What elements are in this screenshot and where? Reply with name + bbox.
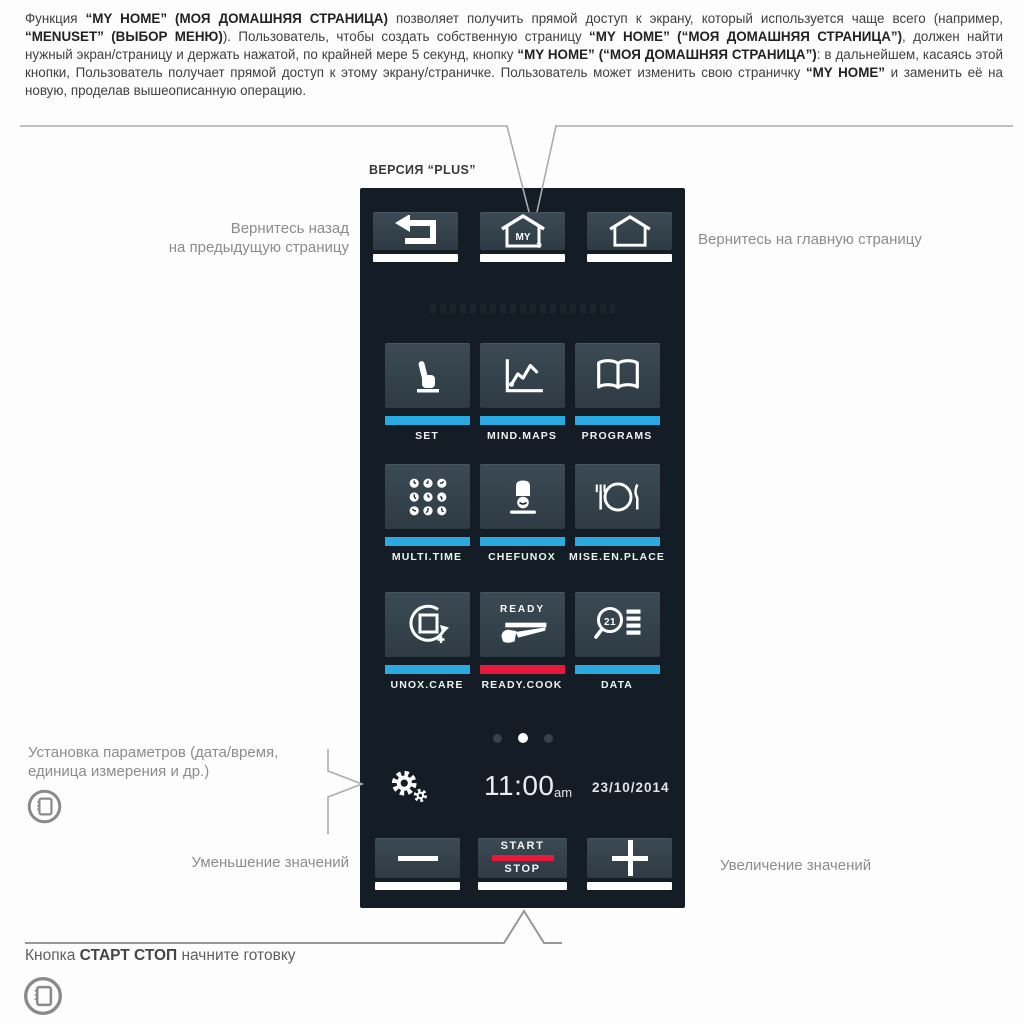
version-label: ВЕРСИЯ “PLUS” xyxy=(369,163,476,177)
unox-care-rotate-icon xyxy=(405,602,451,648)
data-magnifier-list-icon xyxy=(593,605,643,645)
settings-button[interactable] xyxy=(388,768,430,804)
start-stop-content xyxy=(492,841,554,875)
svg-text:21: 21 xyxy=(603,616,616,628)
tile-programs-label: PROGRAMS xyxy=(581,430,653,442)
tile-ready-cook-label: READY.COOK xyxy=(481,679,563,691)
home-button[interactable] xyxy=(587,212,672,250)
ready-cook-ready-text: READY xyxy=(499,603,545,615)
callout-home: Вернитесь на главную страницу xyxy=(698,231,922,248)
tile-multi-time-label: MULTI.TIME xyxy=(391,551,463,563)
svg-text:MY: MY xyxy=(515,232,530,243)
tile-multi-time-bar xyxy=(385,537,470,546)
mind-maps-chart-icon xyxy=(500,356,546,396)
start-label: START xyxy=(500,840,545,852)
tile-unox-care-bar xyxy=(385,665,470,674)
tile-programs-bar xyxy=(575,416,660,425)
plus-button[interactable] xyxy=(587,838,672,878)
back-button[interactable] xyxy=(373,212,458,250)
tile-set-label: SET xyxy=(415,430,439,442)
tile-chefunox-label: CHEFUNOX xyxy=(488,551,556,563)
multi-time-clocks-icon xyxy=(405,474,451,520)
tile-mise-en-place-label: MISE.EN.PLACE xyxy=(569,551,665,563)
intro-paragraph: Функция “MY HOME” (МОЯ ДОМАШНЯЯ СТРАНИЦА) позволяет получить прямой доступ к экрану, который используется чаще всего (например, “MENUSET” (ВЫБОР МЕНЮ)). Пользователь, чтобы создать собственную страницу “MY HOME” (“МОЯ ДОМАШНЯЯ СТРАНИЦА”), должен найти нужный экран/страницу и держать нажатой, по крайней мере 5 секунд, кнопку “MY HOME” (“МОЯ ДОМАШНЯЯ СТРАНИЦА”): в дальнейшем, касаясь этой кнопки, Пользователь получает прямой доступ к этому экрану/страничке. Пользователь может изменить свою страничку “MY HOME” и заменить её на новую, проделав вышеописанную операцию. xyxy=(25,11,1003,98)
tile-ready-cook-bar xyxy=(480,665,565,674)
chefunox-chef-icon xyxy=(503,477,543,517)
pager-dots xyxy=(360,732,685,744)
pager-dot[interactable] xyxy=(493,734,502,743)
mise-en-place-plate-icon xyxy=(591,477,645,517)
tile-mind-maps[interactable] xyxy=(480,343,565,408)
start-stop-red-bar xyxy=(492,855,554,861)
tile-set[interactable] xyxy=(385,343,470,408)
plus-icon xyxy=(611,839,649,877)
ready-cook-serving-hand-icon xyxy=(495,618,551,646)
tile-chefunox[interactable] xyxy=(480,464,565,529)
faint-watermark-text xyxy=(430,304,615,313)
tile-data-label: DATA xyxy=(600,679,633,691)
my-home-button[interactable] xyxy=(480,212,565,250)
set-pointing-hand-icon xyxy=(408,356,448,396)
tile-mise-en-place[interactable] xyxy=(575,464,660,529)
tile-mise-en-place-bar xyxy=(575,537,660,546)
pager-dot[interactable] xyxy=(518,733,528,743)
clock-meridiem: am xyxy=(554,785,573,800)
manual-reference-icon xyxy=(22,975,64,1022)
plus-button-underline xyxy=(587,882,672,890)
callout-settings: Установка параметров (дата/время, единица измерения и др.) xyxy=(28,744,279,780)
footer-start-stop-caption: Кнопка СТАРТ СТОП начните готовку xyxy=(25,947,296,964)
bottom-divider-line xyxy=(25,911,562,943)
device-screen xyxy=(360,188,685,908)
callout-increase: Увеличение значений xyxy=(720,857,872,874)
pager-dot[interactable] xyxy=(544,734,553,743)
tile-unox-care-label: UNOX.CARE xyxy=(390,679,464,691)
settings-callout-line xyxy=(328,749,362,834)
tile-mind-maps-bar xyxy=(480,416,565,425)
settings-gear-icon xyxy=(388,768,430,804)
tile-data-bar xyxy=(575,665,660,674)
tile-chefunox-bar xyxy=(480,537,565,546)
stop-label: STOP xyxy=(504,863,541,875)
minus-icon xyxy=(398,856,438,861)
callout-back: Вернитесь назад на предыдущую страницу xyxy=(168,220,349,256)
minus-button[interactable] xyxy=(375,838,460,878)
my-home-icon xyxy=(498,213,548,249)
tile-data[interactable] xyxy=(575,592,660,657)
tile-ready-cook[interactable] xyxy=(480,592,565,657)
clock-date: 23/10/2014 xyxy=(592,780,670,795)
tile-set-bar xyxy=(385,416,470,425)
tile-programs[interactable] xyxy=(575,343,660,408)
home-icon xyxy=(605,214,655,248)
start-stop-button[interactable] xyxy=(478,838,567,878)
programs-book-icon xyxy=(594,358,642,394)
home-button-underline xyxy=(587,254,672,262)
manual-reference-icon xyxy=(26,788,63,830)
callout-decrease: Уменьшение значений xyxy=(191,854,349,871)
back-button-underline xyxy=(373,254,458,262)
minus-button-underline xyxy=(375,882,460,890)
clock-time: 11:00 xyxy=(484,770,555,801)
my-home-button-underline xyxy=(480,254,565,262)
tile-unox-care[interactable] xyxy=(385,592,470,657)
tile-multi-time[interactable] xyxy=(385,464,470,529)
tile-mind-maps-label: MIND.MAPS xyxy=(487,430,557,442)
start-stop-underline xyxy=(478,882,567,890)
back-arrow-icon xyxy=(393,215,439,247)
